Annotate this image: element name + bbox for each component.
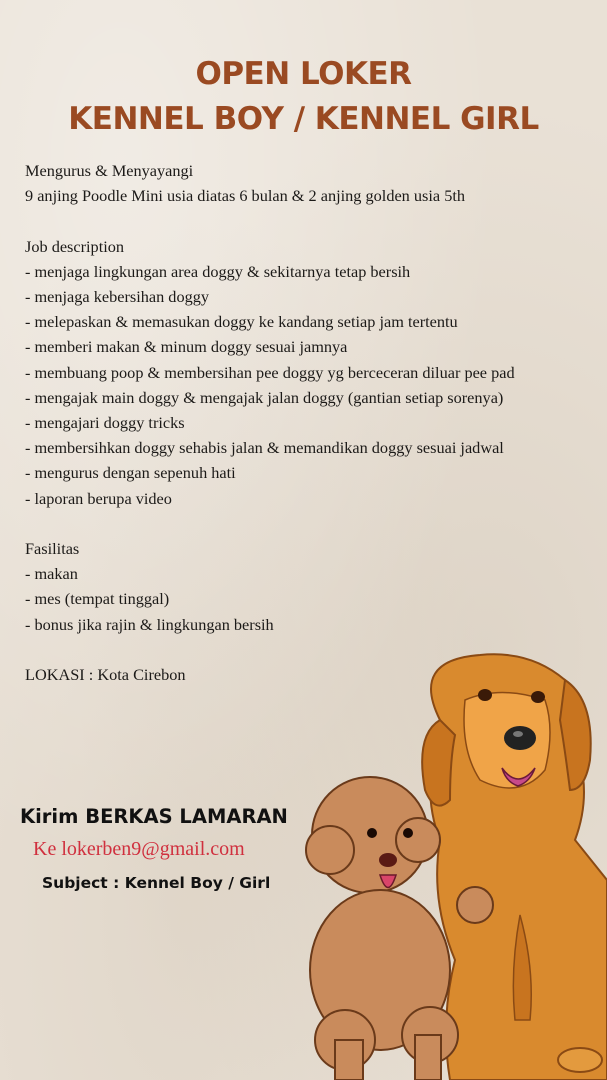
job-description-heading: Job description — [25, 236, 125, 256]
facilities-heading: Fasilitas — [25, 539, 80, 559]
job-item: - menjaga lingkungan area doggy & sekitarnya tetap bersih — [25, 261, 411, 281]
intro-line: 9 anjing Poodle Mini usia diatas 6 bulan & 2 anjing golden usia 5th — [25, 186, 465, 206]
job-item: - mengajak main doggy & mengajak jalan doggy (gantian setiap sorenya) — [25, 387, 504, 407]
job-item: - mengajari doggy tricks — [25, 413, 185, 433]
job-item: - melepaskan & memasukan doggy ke kandang setiap jam tertentu — [25, 312, 458, 332]
dogs-illustration — [290, 640, 607, 1080]
facility-item: - bonus jika rajin & lingkungan bersih — [25, 614, 274, 634]
facility-item: - makan — [25, 564, 78, 584]
email-subject: Subject : Kennel Boy / Girl — [42, 874, 271, 892]
intro-line: Mengurus & Menyayangi — [25, 161, 194, 180]
job-item: - memberi makan & minum doggy sesuai jamnya — [25, 337, 348, 357]
job-posting-body — [25, 158, 595, 687]
job-item: - menjaga kebersihan doggy — [25, 287, 210, 306]
job-item: - mengurus dengan sepenuh hati — [25, 463, 236, 483]
job-item: - laporan berupa video — [25, 488, 172, 508]
job-item: - membersihkan doggy sehabis jalan & memandikan doggy sesuai jadwal — [25, 438, 504, 458]
facility-item: - mes (tempat tinggal) — [25, 589, 170, 609]
send-documents-title: Kirim BERKAS LAMARAN — [20, 805, 288, 828]
title-line-2: KENNEL BOY / KENNEL GIRL — [68, 101, 539, 137]
email-address[interactable]: Ke lokerben9@gmail.com — [33, 838, 245, 860]
location-line: LOKASI : Kota Cirebon — [25, 665, 186, 685]
title-line-1: OPEN LOKER — [195, 56, 412, 92]
job-item: - membuang poop & membersihan pee doggy yg berceceran diluar pee pad — [25, 362, 515, 382]
